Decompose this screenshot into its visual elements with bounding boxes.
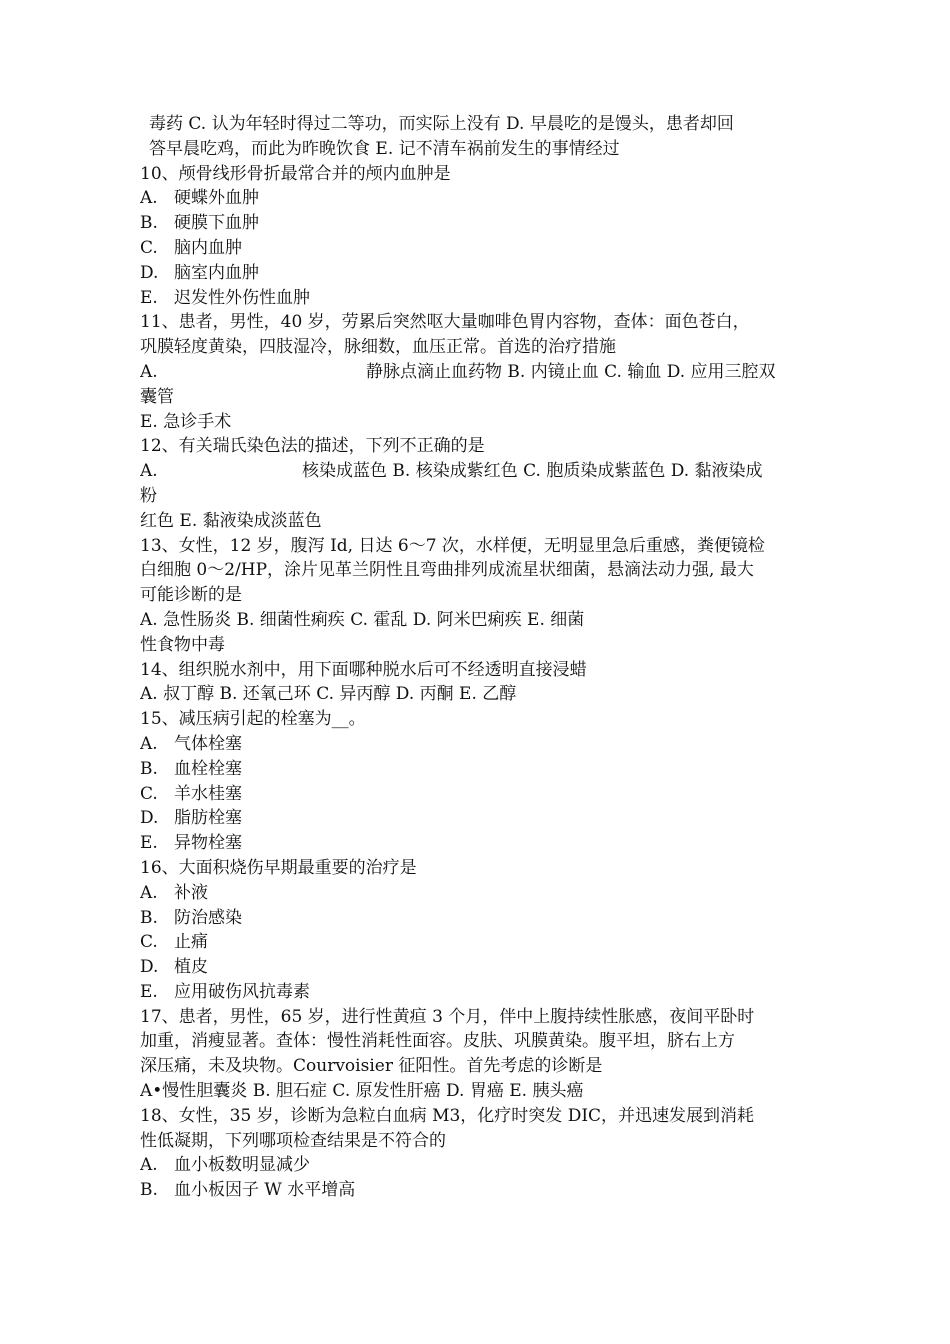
- text-line: 深压痛，未及块物。Courvoisier 征阳性。首先考虑的诊断是: [140, 1056, 603, 1077]
- text-line: 15、减压病引起的栓塞为__。: [140, 709, 366, 730]
- answer-option-line: [140, 261, 830, 286]
- answer-option-line: [140, 1178, 830, 1203]
- answer-options-line: [140, 459, 830, 484]
- option-letter: E.: [140, 981, 158, 1002]
- text-line: 白细胞 0〜2/HP，涂片见革兰阴性且弯曲排列成流星状细菌，悬滴法动力强, 最大: [140, 560, 754, 581]
- text-line: 16、大面积烧伤早期最重要的治疗是: [140, 857, 417, 878]
- answer-option-line: [140, 980, 830, 1005]
- text-line: 红色 E. 黏液染成淡蓝色: [140, 510, 322, 531]
- answer-options-line: [140, 360, 830, 385]
- option-letter: D.: [140, 262, 159, 283]
- answer-option-line: [140, 236, 830, 261]
- answer-option-line: [140, 1153, 830, 1178]
- option-letter: C.: [140, 237, 158, 258]
- text-line: 10、颅骨线形骨折最常合并的颅内血肿是: [140, 163, 451, 184]
- option-text: 补液: [174, 882, 208, 903]
- answer-option-line: [140, 806, 830, 831]
- answer-option-line: [140, 286, 830, 311]
- option-text: 应用破伤风抗毒素: [174, 981, 310, 1002]
- answer-option-line: [140, 782, 830, 807]
- answer-option-line: [140, 831, 830, 856]
- answer-option-line: [140, 881, 830, 906]
- text-line: A. 叔丁醇 B. 还氧己环 C. 异丙醇 D. 丙酮 E. 乙醇: [140, 684, 517, 705]
- option-text: 脑室内血肿: [174, 262, 259, 283]
- option-letter: B.: [140, 213, 158, 234]
- document-body: [140, 112, 830, 1203]
- answer-option-line: [140, 757, 830, 782]
- option-letter: D.: [140, 957, 159, 978]
- option-letter: C.: [140, 783, 158, 804]
- option-letter: A.: [140, 361, 158, 382]
- text-line: 14、组织脱水剂中，用下面哪种脱水后可不经透明直接浸蜡: [140, 659, 587, 680]
- answer-option-line: [140, 186, 830, 211]
- answer-option-line: [140, 906, 830, 931]
- option-text: 血小板因子 W 水平增高: [174, 1180, 356, 1201]
- option-text: 植皮: [174, 957, 208, 978]
- text-line: A. 急性肠炎 B. 细菌性痢疾 C. 霍乱 D. 阿米巴痢疾 E. 细菌: [140, 609, 585, 630]
- option-text: 脂肪栓塞: [174, 808, 242, 829]
- option-text: 异物栓塞: [174, 833, 242, 854]
- option-letter: B.: [140, 907, 158, 928]
- text-line: 17、患者，男性，65 岁，进行性黄疸 3 个月，伴中上腹持续性胀感，夜间平卧时: [140, 1006, 755, 1027]
- option-text: 核染成蓝色 B. 核染成紫红色 C. 胞质染成紫蓝色 D. 黏液染成: [302, 461, 763, 482]
- option-letter: A.: [140, 188, 158, 209]
- text-line: 11、患者，男性，40 岁，劳累后突然呕大量咖啡色胃内容物，查体：面色苍白，: [140, 312, 750, 333]
- text-line: 18、女性，35 岁，诊断为急粒白血病 M3，化疗时突发 DIC，并迅速发展到消耗: [140, 1105, 755, 1126]
- text-line: 加重，消瘦显著。查体：慢性消耗性面容。皮肤、巩膜黄染。腹平坦，脐右上方: [140, 1031, 735, 1052]
- option-letter: E.: [140, 287, 158, 308]
- option-text: 羊水桂塞: [174, 783, 242, 804]
- option-letter: A.: [140, 882, 158, 903]
- answer-option-line: [140, 930, 830, 955]
- text-line: 粉: [140, 485, 157, 506]
- option-letter: A.: [140, 733, 158, 754]
- option-letter: A.: [140, 1155, 158, 1176]
- text-line: E. 急诊手术: [140, 411, 232, 432]
- option-letter: A.: [140, 461, 158, 482]
- answer-option-line: [140, 211, 830, 236]
- option-letter: C.: [140, 932, 158, 953]
- text-line: 巩膜轻度黄染，四肢湿冷，脉细数，血压正常。首选的治疗措施: [140, 337, 616, 358]
- answer-option-line: [140, 732, 830, 757]
- text-line: 性低凝期，下列哪项检查结果是不符合的: [140, 1130, 446, 1151]
- option-text: 血小板数明显减少: [174, 1155, 310, 1176]
- option-text: 脑内血肿: [174, 237, 242, 258]
- text-line: A•慢性胆囊炎 B. 胆石症 C. 原发性肝癌 D. 胃癌 E. 胰头癌: [140, 1081, 584, 1102]
- text-line: 可能诊断的是: [140, 585, 242, 606]
- text-line: 13、女性，12 岁，腹泻 Id, 日达 6〜7 次，水样便，无明显里急后重感，粪便镜检: [140, 535, 765, 556]
- text-line: 囊管: [140, 386, 174, 407]
- text-line: 答早晨吃鸡，而此为昨晚饮食 E. 记不清车祸前发生的事情经过: [149, 138, 620, 159]
- option-text: 硬蝶外血肿: [174, 188, 259, 209]
- option-text: 硬膜下血肿: [174, 213, 259, 234]
- option-text: 静脉点滴止血药物 B. 内镜止血 C. 输血 D. 应用三腔双: [366, 361, 776, 382]
- option-text: 血栓栓塞: [174, 758, 242, 779]
- option-letter: D.: [140, 808, 159, 829]
- option-text: 防治感染: [174, 907, 242, 928]
- text-line: 性食物中毒: [140, 634, 225, 655]
- option-text: 止痛: [174, 932, 208, 953]
- option-text: 气体栓塞: [174, 733, 242, 754]
- option-letter: E.: [140, 833, 158, 854]
- option-text: 迟发性外伤性血肿: [174, 287, 310, 308]
- option-letter: B.: [140, 1180, 158, 1201]
- option-letter: B.: [140, 758, 158, 779]
- answer-option-line: [140, 955, 830, 980]
- text-line: 毒药 C. 认为年轻时得过二等功，而实际上没有 D. 早晨吃的是馒头，患者却回: [149, 114, 734, 134]
- text-line: 12、有关瑞氏染色法的描述，下列不正确的是: [140, 436, 485, 457]
